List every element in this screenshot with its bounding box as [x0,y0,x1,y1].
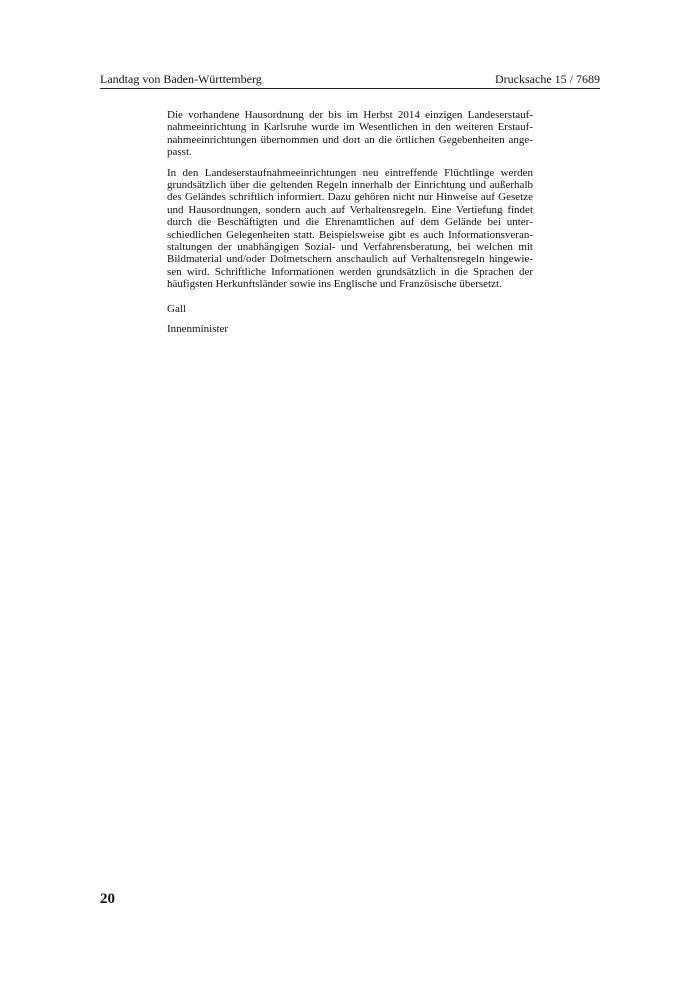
page-header [100,72,600,88]
signatory-name: Gall [167,303,186,315]
signatory-title: Innenminister [167,323,229,335]
page-number: 20 [100,891,115,907]
body-text [167,109,533,299]
header-divider [100,88,600,89]
paragraph-house-rules: Die vorhandene Hausordnung der bis im Herbst 2014 einzigen Landeserstaufnahmeeinrichtung in Karlsruhe wurde im Wesentlichen in den weiteren Erstaufnahmeeinrichtungen übernommen und dort an die örtlichen Gegebenheiten angepasst. [167,109,533,159]
header-parliament-name: Landtag von Baden-Württemberg [100,72,262,86]
paragraph-information: In den Landeserstaufnahmeeinrichtungen neu eintreffende Flüchtlinge werden grundsätzlich über die geltenden Regeln innerhalb der Einrichtung und außerhalb des Geländes schriftlich informiert. Dazu gehören nicht nur Hinweise auf Gesetze und Hausordnungen, sondern auch auf Verhaltensregeln. Eine Vertiefung findet durch die Beschäftigten und die Ehrenamtlichen auf dem Gelände bei unterschiedlichen Gelegenheiten statt. Beispielsweise gibt es auch Informationsveranstaltungen der unabhängigen Sozial- und Verfahrensberatung, bei welchen mit Bildmaterial und/oder Dolmetschern anschaulich auf Verhaltensregeln hingewiesen wird. Schriftliche Informationen werden grundsätzlich in die Sprachen der häufigsten Herkunftsländer sowie ins Englische und Französische übersetzt. [167,166,533,291]
signature-block [167,303,228,336]
header-document-number: Drucksache 15 / 7689 [495,72,600,86]
